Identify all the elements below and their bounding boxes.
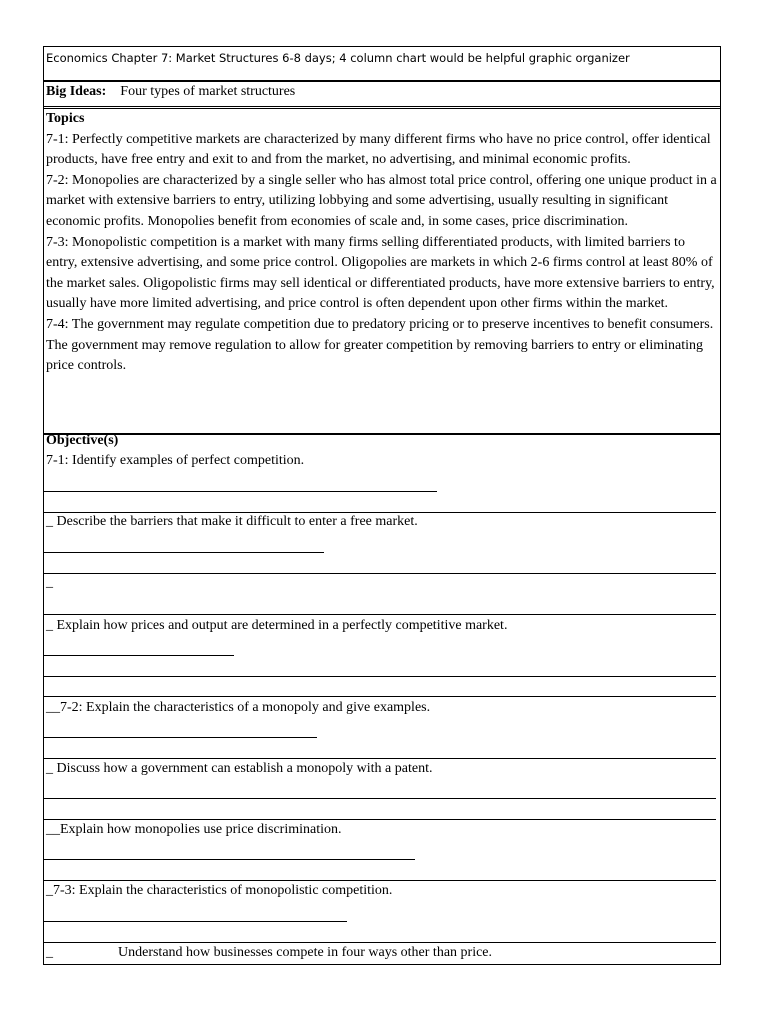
topic-7-4: 7-4: The government may regulate competition due to predatory pricing or to preserve incentives to benefit consumers. The government may remove regulation to allow for greater competition by removing barriers to entry or eliminating price controls. [46, 316, 714, 374]
chapter-header: Economics Chapter 7: Market Structures 6-8 days; 4 column chart would be helpful graphic organizer [44, 47, 720, 82]
objective-item: __Explain how monopolies use price discrimination. [46, 822, 342, 837]
objective-item: _7-3: Explain the characteristics of monopolistic competition. [46, 883, 393, 898]
answer-line[interactable] [44, 512, 716, 513]
objective-item: _ Describe the barriers that make it difficult to enter a free market. [46, 514, 418, 529]
objective-item: 7-1: Identify examples of perfect competition. [46, 453, 305, 468]
topic-7-3: 7-3: Monopolistic competition is a market with many firms selling differentiated products, with limited barriers to entry, extensive advertising, and some price control. Oligopolies are markets in which 2-6 firms control at least 80% of the market sales. Oligopolistic firms may sell identical or differentiated products, have more extensive barriers to entry, usually have more limited advertising, and price control is often dependent upon other firms within the market. [46, 234, 715, 312]
big-ideas-row [44, 82, 720, 109]
topic-7-1: 7-1: Perfectly competitive markets are characterized by many different firms who have no price control, offer identical products, have free entry and exit to and from the market, no advertising, and minimal economic profits. [46, 131, 711, 168]
answer-line[interactable] [44, 573, 716, 574]
objectives-section [44, 433, 720, 963]
answer-line[interactable] [44, 880, 716, 881]
topic-7-2: 7-2: Monopolies are characterized by a single seller who has almost total price control, offering one unique product in a market with extensive barriers to entry, utilizing lobbying and some advertising, usually resulting in significant economic profits. Monopolies benefit from economies of scale and, in some cases, price discrimination. [46, 172, 717, 229]
objective-item: __7-2: Explain the characteristics of a monopoly and give examples. [46, 700, 431, 715]
answer-line[interactable] [44, 491, 437, 492]
objective-item: _ [46, 575, 53, 590]
answer-line[interactable] [44, 614, 716, 615]
answer-line[interactable] [44, 655, 234, 656]
objective-item: _ Explain how prices and output are determined in a perfectly competitive market. [46, 618, 508, 633]
objective-item: _ Discuss how a government can establish a monopoly with a patent. [46, 761, 433, 776]
answer-line[interactable] [44, 819, 716, 820]
topics-section [44, 109, 720, 435]
answer-line[interactable] [44, 696, 716, 697]
worksheet-page [43, 46, 721, 965]
big-ideas-label: Big Ideas: [46, 84, 107, 99]
objective-item: _ [46, 945, 53, 960]
objectives-heading: Objective(s) [46, 433, 119, 448]
answer-line[interactable] [44, 921, 347, 922]
answer-line[interactable] [44, 758, 716, 759]
objective-item: Understand how businesses compete in four ways other than price. [118, 945, 493, 960]
answer-line[interactable] [44, 942, 716, 943]
answer-line[interactable] [44, 859, 415, 860]
big-ideas-text: Four types of market structures [120, 84, 296, 99]
answer-line[interactable] [44, 737, 317, 738]
answer-line[interactable] [44, 676, 716, 677]
answer-line[interactable] [44, 552, 324, 553]
topics-heading: Topics [46, 111, 85, 126]
answer-line[interactable] [44, 798, 716, 799]
